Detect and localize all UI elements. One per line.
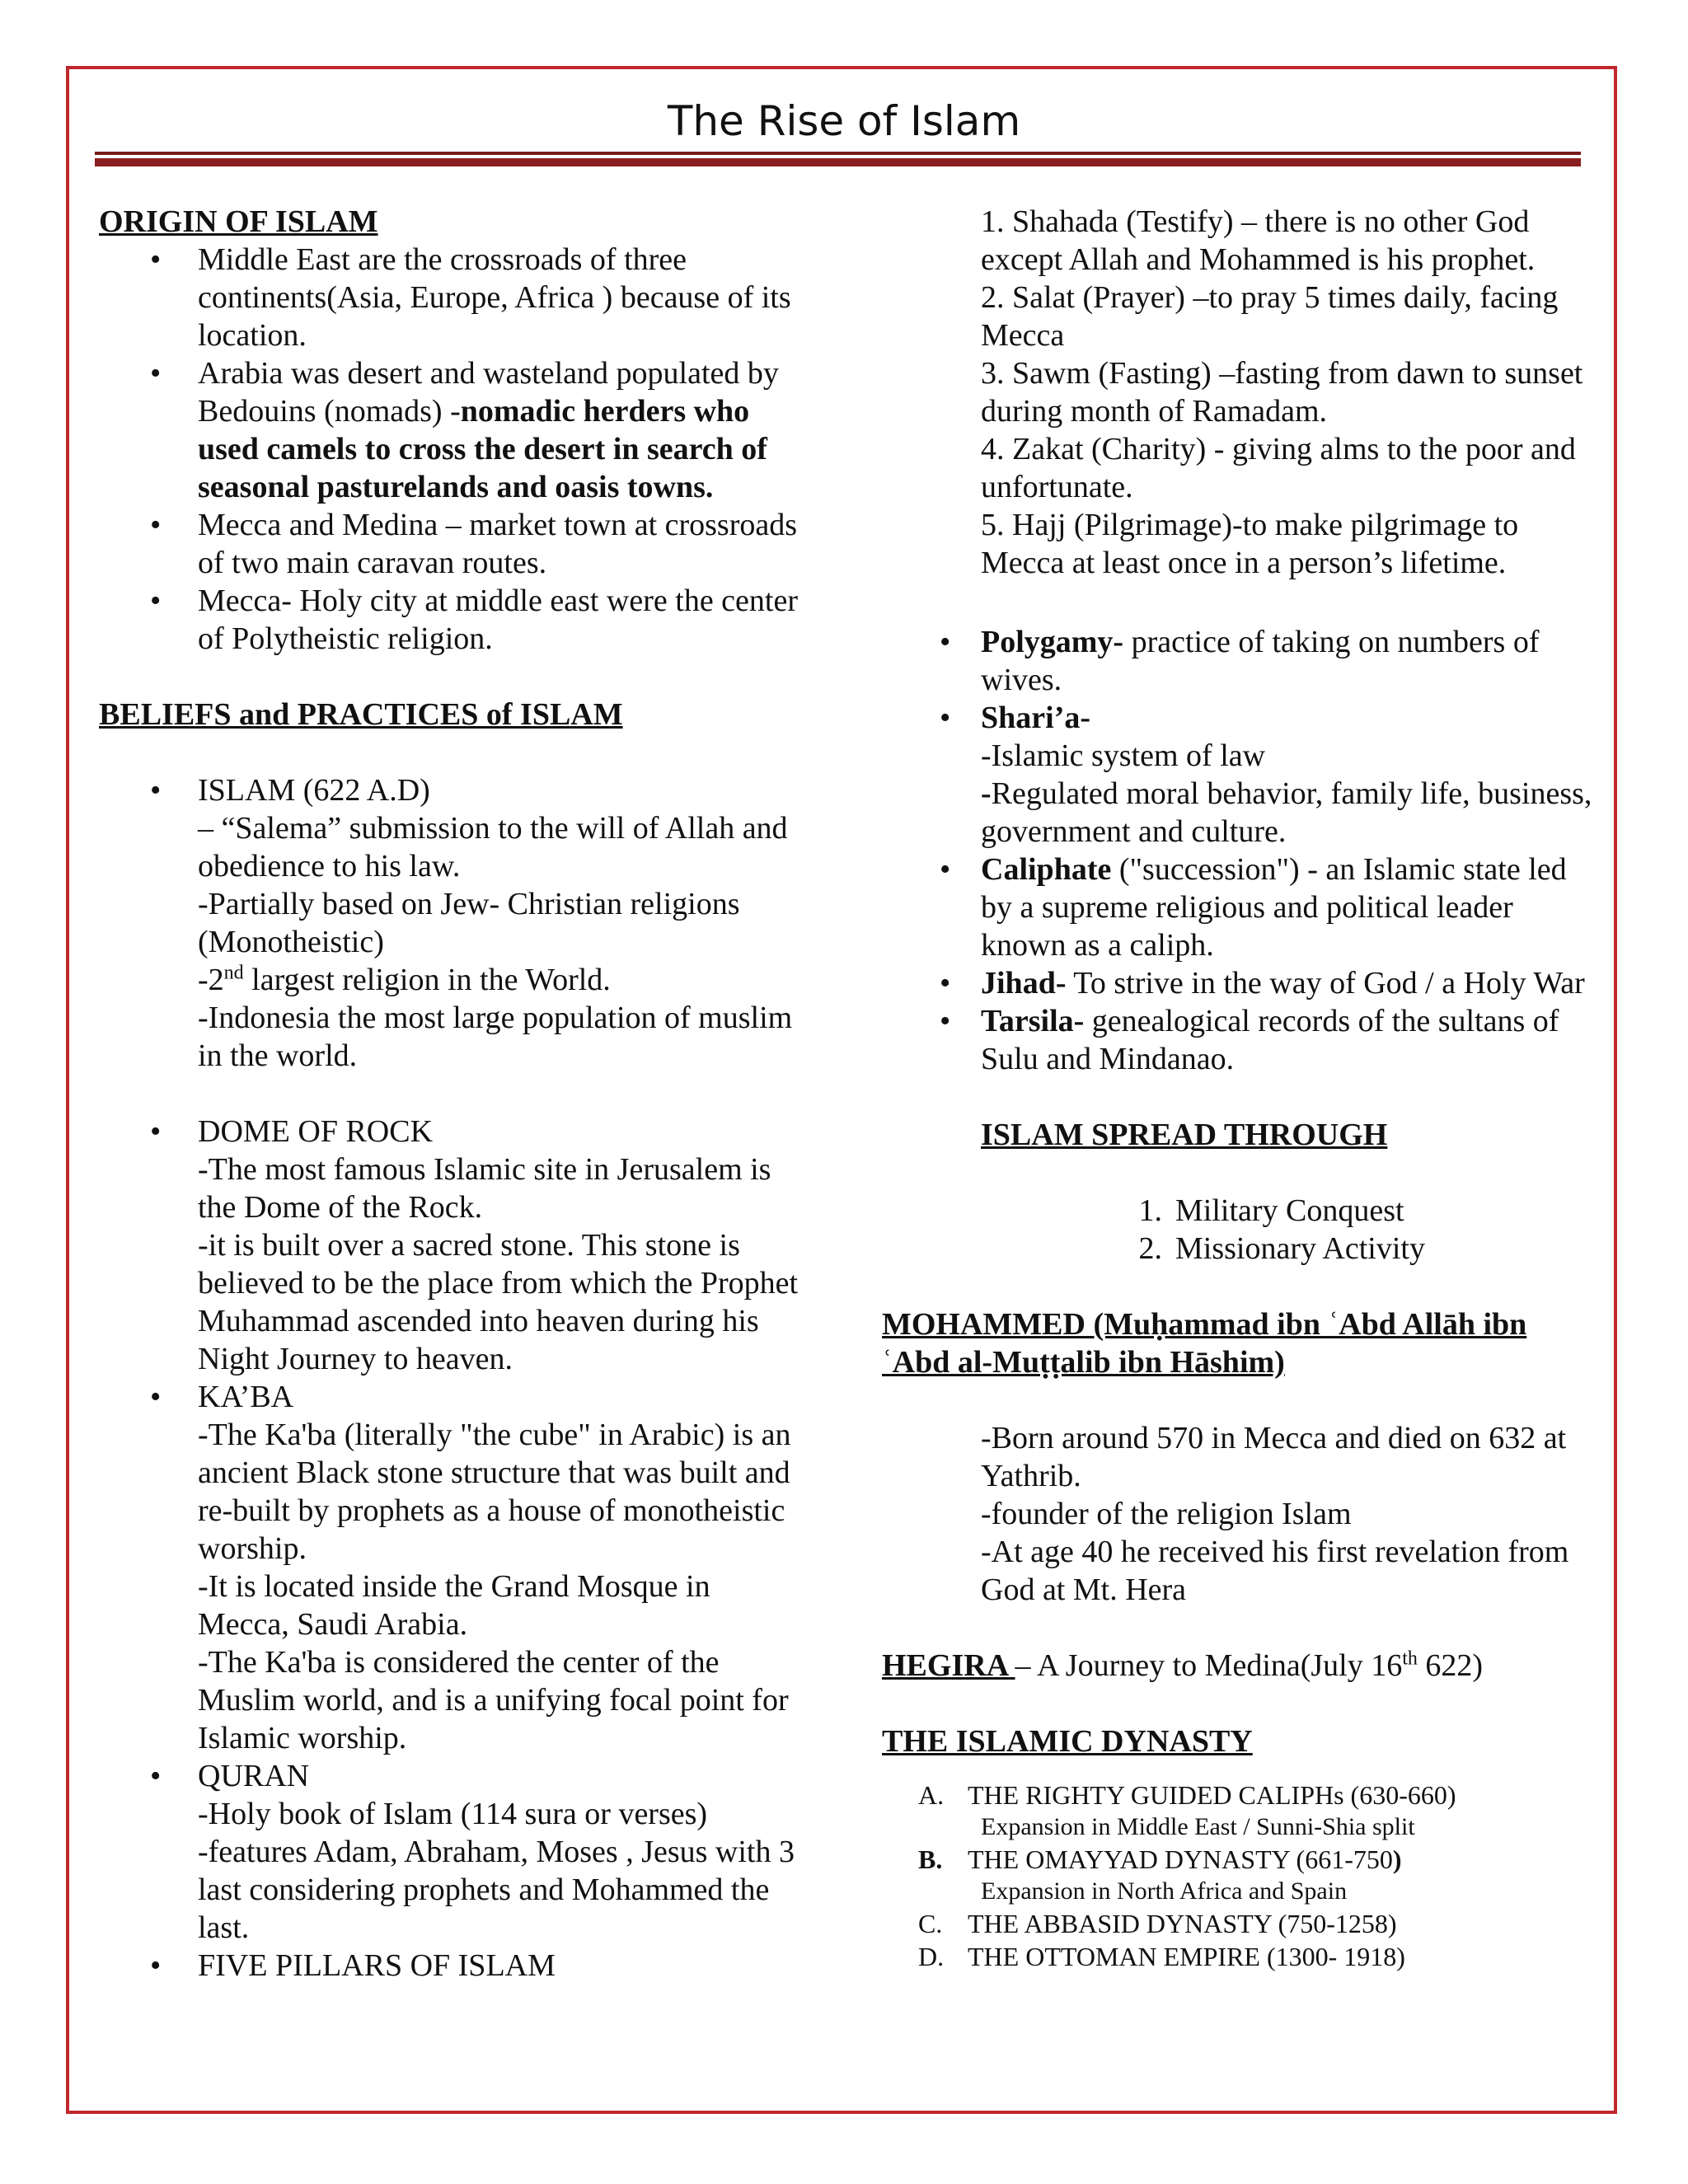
dynasty-d-letter: D. (918, 1942, 945, 1971)
islam-line-3 (198, 961, 808, 999)
kaba-bullet (99, 1378, 808, 1757)
pillar-4: 4. Zakat (Charity) - giving alms to the poor and unfortunate. (981, 432, 1576, 504)
sharia-line-2-text: Regulated moral behavior, family life, business, government and culture. (981, 776, 1592, 849)
tarsila-term: Tarsila- (981, 1004, 1085, 1038)
beliefs-heading: BELIEFS and PRACTICES of ISLAM (99, 697, 623, 732)
hegira-text-post: 622) (1417, 1648, 1484, 1683)
pillar-1: 1. Shahada (Testify) – there is no other God except Allah and Mohammed is his prophet. (981, 204, 1536, 277)
tarsila-bullet (882, 1002, 1599, 1078)
quran-line-2: -features Adam, Abraham, Moses , Jesus with 3 last considering prophets and Mohammed the last. (198, 1835, 795, 1945)
spread-num-1: 1. (1138, 1193, 1162, 1228)
quran-title: • QURAN (198, 1759, 310, 1793)
caliphate-bullet (882, 851, 1599, 964)
hegira-sup: th (1402, 1647, 1418, 1670)
sharia-line-1: -Islamic system of law (981, 738, 1266, 773)
islam-line-4: -Indonesia the most large population of muslim in the world. (198, 1001, 793, 1073)
page-title: The Rise of Islam (667, 97, 1021, 145)
dynasty-b-letter: B. (918, 1844, 943, 1874)
dynasty-list (882, 1779, 1599, 1973)
quran-line-1: -Holy book of Islam (114 sura or verses) (198, 1797, 708, 1831)
spread-text-2: Missionary Activity (1175, 1231, 1425, 1266)
dynasty-c-text: THE ABBASID DYNASTY (750-1258) (968, 1909, 1397, 1938)
title-rule-thick (95, 158, 1581, 166)
dome-line-1: -The most famous Islamic site in Jerusalem is the Dome of the Rock. (198, 1152, 771, 1225)
jihad-def: To strive in the way of God / a Holy War (1066, 966, 1585, 1001)
dynasty-a-sub: Expansion in Middle East / Sunni-Shia split (981, 1813, 1415, 1840)
kaba-line-2: -It is located inside the Grand Mosque in Mecca, Saudi Arabia. (198, 1569, 710, 1642)
islam-line-3-pre: -2 (198, 963, 224, 997)
jihad-term: Jihad- (981, 966, 1067, 1001)
mohammed-details (882, 1419, 1599, 1609)
origin-bullet-3: • Mecca and Medina – market town at crossroads of two main caravan routes. (99, 506, 808, 582)
origin-bullet-2-bold: nomadic herders who used camels to cross the desert in search of seasonal pasturelands and oasis towns. (198, 394, 767, 504)
dynasty-b-sub: Expansion in North Africa and Spain (981, 1877, 1348, 1905)
quran-bullet (99, 1757, 808, 1947)
dynasty-d-text: THE OTTOMAN EMPIRE (1300- 1918) (968, 1942, 1405, 1971)
polygamy-term: Polygamy- (981, 625, 1124, 659)
polygamy-bullet (882, 623, 1599, 699)
dynasty-b-close: ) (1392, 1844, 1402, 1874)
pillar-5: 5. Hajj (Pilgrimage)-to make pilgrimage to Mecca at least once in a person’s lifetime. (981, 508, 1519, 580)
dynasty-a-letter: A. (918, 1780, 945, 1810)
spread-list (882, 1192, 1599, 1268)
mohammed-line-3: -At age 40 he received his first revelation from God at Mt. Hera (981, 1535, 1569, 1607)
mohammed-heading: MOHAMMED (Muḥammad ibn ʿAbd Allāh ibn ʿAbd al-Muṭṭalib ibn Hāshim) (882, 1307, 1527, 1380)
hegira-text-pre: – A Journey to Medina(July 16 (1015, 1648, 1403, 1683)
islam-line-3-sup: nd (223, 962, 244, 984)
pillar-2: 2. Salat (Prayer) –to pray 5 times daily, facing Mecca (981, 280, 1559, 353)
dome-line-2: -it is built over a sacred stone. This stone is believed to be the place from which the Prophet Muhammad ascended into heaven during his Night Journey to heaven. (198, 1228, 799, 1376)
jihad-bullet (882, 964, 1599, 1002)
kaba-line-3: -The Ka'ba is considered the center of the Muslim world, and is a unifying focal point for Islamic worship. (198, 1645, 789, 1755)
pillars-list (882, 203, 1599, 582)
polygamy-def: practice of taking on numbers of wives. (981, 625, 1540, 697)
spread-item-1 (1113, 1192, 1599, 1230)
islam-title: • ISLAM (622 A.D) (198, 773, 430, 808)
caliphate-def: ("succession") - an Islamic state led by a supreme religious and political leader known as a caliph. (981, 852, 1567, 963)
sharia-line-2 (981, 775, 1599, 851)
sharia-bullet (882, 699, 1599, 851)
spread-heading: ISLAM SPREAD THROUGH (981, 1118, 1388, 1152)
dynasty-d (918, 1940, 1599, 1973)
mohammed-line-2: -founder of the religion Islam (981, 1497, 1352, 1531)
origin-bullet-2-text: Arabia was desert and wasteland populated by Bedouins (nomads) - (198, 356, 779, 429)
caliphate-term: Caliphate (981, 852, 1112, 887)
title-rule-thin (95, 152, 1581, 155)
pillars-bullet: • FIVE PILLARS OF ISLAM (99, 1947, 808, 1985)
hegira-label: HEGIRA (882, 1648, 1015, 1683)
dome-bullet (99, 1113, 808, 1378)
spread-text-1: Military Conquest (1175, 1193, 1404, 1228)
kaba-line-1: -The Ka'ba (literally "the cube" in Arabic) is an ancient Black stone structure that was built and re-built by prophets as a house of monotheistic worship. (198, 1418, 791, 1566)
pillar-3: 3. Sawm (Fasting) –fasting from dawn to sunset during month of Ramadam. (981, 356, 1583, 429)
islam-line-3-post: largest religion in the World. (243, 963, 611, 997)
origin-bullet-2 (99, 354, 808, 506)
tarsila-def: genealogical records of the sultans of Sulu and Mindanao. (981, 1004, 1559, 1076)
spread-num-2: 2. (1138, 1231, 1162, 1266)
spread-item-2 (1113, 1230, 1599, 1268)
mohammed-line-1: -Born around 570 in Mecca and died on 632 at Yathrib. (981, 1421, 1567, 1493)
islam-bullet (99, 771, 808, 1075)
sharia-dash: - (981, 776, 992, 811)
kaba-title: • KA’BA (198, 1380, 294, 1414)
dynasty-a-text: THE RIGHTY GUIDED CALIPHs (630-660) (968, 1780, 1456, 1810)
left-column (99, 203, 808, 1985)
hegira-line (882, 1647, 1599, 1685)
origin-heading: ORIGIN OF ISLAM (99, 204, 378, 239)
dome-title: • DOME OF ROCK (198, 1114, 434, 1149)
dynasty-c (918, 1907, 1599, 1940)
origin-bullet-1: • Middle East are the crossroads of three continents(Asia, Europe, Africa ) because of its location. (99, 241, 808, 354)
right-column (882, 203, 1599, 1973)
dynasty-b (918, 1843, 1599, 1876)
sharia-term: • Shari’a- (981, 701, 1090, 735)
dynasty-heading: THE ISLAMIC DYNASTY (882, 1724, 1253, 1759)
islam-line-1: – “Salema” submission to the will of Allah and obedience to his law. (198, 811, 788, 883)
dynasty-a (918, 1779, 1599, 1811)
dynasty-c-letter: C. (918, 1909, 943, 1938)
origin-bullet-4: • Mecca- Holy city at middle east were the center of Polytheistic religion. (99, 582, 808, 658)
dynasty-b-text: THE OMAYYAD DYNASTY (661-750 (968, 1844, 1393, 1874)
islam-line-2: -Partially based on Jew- Christian religions (Monotheistic) (198, 887, 740, 959)
